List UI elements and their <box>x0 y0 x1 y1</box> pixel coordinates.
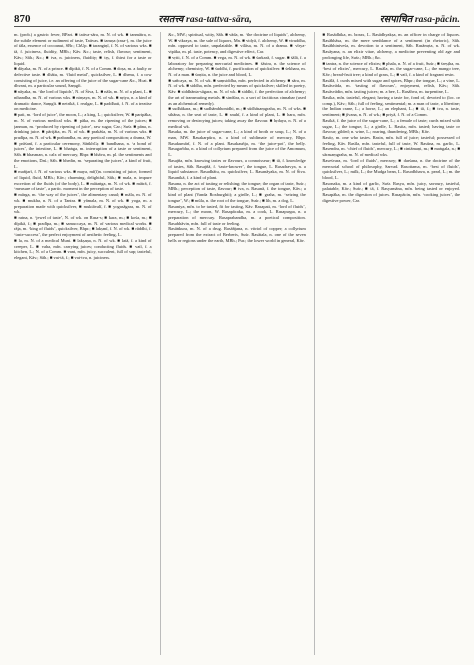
dictionary-entry-block: Rasonaka, m. a kind of garlic, Suśr. Rasya, mfn. juicy, savoury, tasteful, palatable, Kāv.; Suśr.; ■ tā, f. Rasyamāna, mfn. being tasted or enjoyed. Rasapāka, m. the digestion of juices. Rasapācin, mfn. ‘cooking juices’, the digestive power, Car. <box>322 180 461 203</box>
dictionary-entry-block: ■ Rasādhika, m. borax, L. Rasādhyakṣa, m. an officer in charge of liquors. Rasābhāsa, m. the mere semblance of a sentiment (in rhetoric), Sāh. Rasābhiniveśa, m. devotion to a sentiment, Sāh. Rasāmṛta, n. N. of wk. Rasāyana, n. an elixir vitae, alchemy, a medicine preventing old age and prolonging life, Suśr.; MBh.; &c. <box>322 32 461 60</box>
dictionary-entry-block: m. (prob.) a gastric fever, BPart. ■ tattva-sāra, m. N. of wk. ■ tanmātra, n. the subtle element or rudiment of taste, Tattvas. ■ taruṇa (rasa-), m. the juice of tāla, essence of cocoanut, SBr.; ChUp. ■ tarangiṇī, f. N. of various wks. ■ tā, f. juiciness, fluidity, MBh.; Kāv. &c.; taste, relish, flavour; sentiment, Kāv.; Sāh.; &c.; ■ tva, n. juiciness, fluidity; ■ tṛṣ, f. thirst for a taste or liquid. <box>14 32 152 66</box>
left-running-headword: रसतत्त्व rasa-tattva-sāra, <box>158 15 252 25</box>
dictionary-entry-block: Rasaniya, mfn. to be tasted, fit for tasting, Kāv. Rasapati, m. ‘lord of fluids’, mercury, L.; the moon, W. Rasapācaka, m. a cook, L. Rasapuṣpa, n. a preparation of mercury. Rasaprabandha, m. a poetical composition. Rasabhāvin, mfn. full of taste or feeling. <box>168 203 306 226</box>
dictionary-entry-block: ■ tantra, n. the science of elixirs; ■ phala, n. N. of a fruit, Suśr.; ■ śreṣṭha, m. ‘best of elixirs’, mercury, L. Rasāla, m. the sugar-cane, L.; the mango tree, Kāv.; bread-fruit tree; a kind of grass, L.; ■ vatī, f. a kind of fragrant resin. <box>322 60 461 78</box>
dictionary-entry-block: ■ la, m. N. of a medical Muni. ■ lakṣaṇa, n. N. of wk. ■ latā, f. a kind of creeper, L. ■ vaha, mfn. carrying juices; conducting fluids. ■ vatī, f. a kitchen, L.; N. of a Comm. ■ vant, mfn. juicy, succulent, full of sap; tasteful, elegant, Kāv.; Sāh.; ■ vat-tā, f.; ■ vat-tva, n. juiciness. <box>14 237 152 261</box>
dictionary-entry-block: ■ nāyaka, m. ‘the lord of liquids’, N. of Śiva, L. ■ nāla, m. N. of a plant, L. ■ nibandha, m. N. of various wks. ■ nirṇaya, m. N. of wk. ■ nṛtya, n. a kind of dramatic dance, Saṃgīt. ■ netrikā, f. realgar, L. ■ paddhati, f. N. of a treatise on medicine. <box>14 89 152 112</box>
dictionary-entry-block: Rasālā, f. curds mixed with sugar and spices, Bhpr.; the tongue, L.; a vine, L. Rasāsvāda, m. ‘tasting of flavours’, enjoyment, relish, Kāv.; Sāh. Rasāsvādin, mfn. tasting juices; m. a bee, L. Rasāhva, m. turpentine, L. <box>322 77 461 95</box>
dictionary-entry-block: ■ ratna, n. ‘jewel of taste’, N. of wk. on Rasa-s; ■ kara, m.; ■ kośa, m.; ■ dīpikā, f.; ■ pradīpa, m.; ■ samuccaya, m. N. of various medical works. ■ rāja, m. ‘king of fluids’, quicksilver, Bhpr.; ■ lakṣmī, f. N. of wk. ■ rāddhi, f. ‘taste-success’, the perfect enjoyment of aesthetic feeling, L. <box>14 215 152 238</box>
dictionary-entry-block: Rasajña, mfn. knowing tastes or flavours, a connoisseur; ■ tā, f. knowledge of tastes, Sāh. Rasajñā, f. ‘taste-knower’, the tongue, L. Rasadravya, n. a liquid substance. Rasadhātu, m. quicksilver, L. Rasanāyaka, m. N. of Śiva. Rasanikā, f. a kind of plant. <box>168 157 306 180</box>
column-2 <box>168 32 306 655</box>
column-gutter <box>314 32 315 655</box>
page-header <box>14 12 460 27</box>
dictionary-entry-block: Rasana, n. the act of tasting or relishing; the tongue; the organ of taste, Suśr.; MBh.; perception of taste, flavour; ■ tva, n. Rasanā, f. the tongue, Kāv.; a kind of plant (Vanda Roxburghii); a girdle, L.; ■ graha, m. ‘seizing the tongue’, W.; ■ mūla, n. the root of the tongue, Suśr.; ■ lih, m. a dog, L. <box>168 180 306 203</box>
column-1 <box>14 32 152 655</box>
text-columns <box>14 32 460 655</box>
dictionary-entry-block: ■ mañjarī, f. N. of various wks. ■ maya, mf(ī)n. consisting of juice, formed of liquid, fluid, MBh.; Kāv.; charming, delightful, Sāh.; ■ mala, n. impure excretion of the fluids (of the body), L. ■ mātaṅga, m. N. of wk. ■ mātrā, f. ‘measure of taste’, a partic. moment in the perception of taste. <box>14 169 152 192</box>
dictionary-entry-block: ■ vṛtti, f. N. of a Comm. ■ vega, m. N. of wk. ■ śarkarā, f. sugar. ■ śālā, f. a laboratory for preparing mercurial medicines. ■ śāstra, n. the science of alchemy; chemistry, W. ■ śuddhi, f. purification of quicksilver. ■ śekhara, m. N. of a man. ■ śoṇita, n. the juice and blood, L. <box>168 54 306 78</box>
dictionary-entry-block: Raseśvara, m. ‘lord of fluids’, mercury; ■ darśana, n. the doctrine of the mercurial school of philosophy, Sarvad. Rasottama, m. ‘best of fluids’, quicksilver, L.; milk, L.; the Mudga bean, L. Rasodbhava, n. pearl, L.; m. the blood, L. <box>322 157 461 180</box>
dictionary-entry-block: ■ sudhākara, m.; ■ sudhāmbhonidhi, m.; ■ sūdhāsaṃgraha, m. N. of wks. ■ sthāna, n. the seat of taste, L. ■ snuhī, f. a kind of plant, L. ■ hara, mfn. removing or destroying juices; taking away the flavour. ■ hṛdaya, n. N. of a medical wk. <box>168 106 306 129</box>
dictionary-entry-block: ■ prāśanī, f. a particular ceremony, SāṅkhGṛ. ■ bandhana, n. ‘a bond of juices’, the intestine, L. ■ bhaṅga, m. interruption of a taste or sentiment, Sāh. ■ bhasman, n. calx of mercury, Bhpr. ■ bhāva, m. pl. the sentiments and the emotions, Daś.; Sāh. ■ bhedin, m. ‘separating the juices’, a kind of fruit, L. <box>14 140 152 169</box>
column-gutter <box>160 32 161 655</box>
dictionary-entry-block: Rasāṅkura, m. N. of a drug. Rasāñjana, n. vitriol of copper; a collyrium prepared from the extract of Berberis, Suśr. Rasātala, n. one of the seven hells or regions under the earth, MBh.; Pur.; the lower world in general, Kāv. <box>168 226 306 243</box>
dictionary-entry-block: ■ pati, m. ‘lord of juice’, the moon, L.; a king, L.; quicksilver, W. ■ paripāka, m. N. of various medical wks. ■ pāka, m. the ripening of the juices; ■ janman, m. ‘produced by ripening of juice’, raw sugar, Car.; Suśr. ■ pāna, n. drinking juice. ■ pārijāta, m. N. of wk. ■ prakāśa, m. N. of various wks. ■ pradīpa, m. N. of wk. ■ prabandha, m. any poetical composition; a drama, W. <box>14 112 152 140</box>
dictionary-entry-block: &c., MW.; spiritual, witty, Sāh. ■ vāda, m. ‘the doctrine of liquids’, alchemy, W. ■ vikraya, m. the sale of liquors, Mn. ■ vidyā, f. alchemy, W. ■ viruddha, mfn. opposed to taste, unpalatable. ■ vilāsa, m. N. of a drama. ■ vīrya-vipāka, m. pl. taste, potency, and digestive effect, Car. <box>168 32 306 55</box>
dictionary-entry-block: ■ sañcaya, m. N. of wk. ■ saṃsiddha, mfn. perfected in alchemy. ■ sāra, m. N. of wk. ■ siddha, mfn. perfected by means of quicksilver; skilled in poetry, Kāv. ■ siddhānta-sāgara, m. N. of wk. ■ siddhi, f. the perfection of alchemy; the art of transmuting metals. ■ sindūra, n. a sort of factitious cinnabar (used as an alchemical remedy). <box>168 77 306 106</box>
page-number: 870 <box>14 13 31 25</box>
dictionary-entry-block: ■ dāyaka, m. N. of a prince. ■ dīpikā, f. N. of a Comm. ■ doṣa, m. a faulty or defective taste. ■ dhātu, m. ‘fluid metal’, quicksilver, L. ■ dhenu, f. a cow consisting of juice, i.e. an offering of the juice of the sugar-cane &c., Hcat. ■ dhvani, m. a particular sound, Saṃgīt. <box>14 66 152 89</box>
column-3 <box>322 32 460 655</box>
dictionary-entry-block: ■ mārga, m. ‘the way of the juices’, the alimentary canal; ■ māla, m. N. of wk. ■ mukha, n. N. of a Tantra. ■ yāmala, m. N. of wk. ■ yoga, m. a preparation made with quicksilver, ■ muktāvalī, f. ■ yogasāgara, m. N. of wk. <box>14 192 152 215</box>
dictionary-entry-block: Rasitṛ, m. one who tastes. Rasin, mfn. full of juice; tasteful; possessed of feeling, Kāv. Rasīla, mfn. tasteful, full of taste, W. Rasūna, m. garlic, L. Rasendra, m. ‘chief of fluids’, mercury, L.; ■ cintāmaṇi, m.; ■ maṅgala, n.; ■ sārasaṃgraha, m. N. of medical wks. <box>322 134 461 158</box>
dictionary-entry-block: Rasika, mfn. tasteful, elegant; having a taste for, fond of, devoted to (loc. or comp.), Kāv.; Sāh.; full of feeling, sentimental; m. a man of taste, a libertine; the Indian crane, L.; a horse, L.; an elephant, L.; ■ tā, f.; ■ tva, n. taste, sentiment; ■ jīvana, n. N. of wk.; ■ priyā, f. N. of a Comm. <box>322 94 461 118</box>
right-running-headword: रसपाचित rasa-pācin. <box>379 15 460 25</box>
dictionary-entry-block: Rasikā, f. the juice of the sugar-cane, L.; a female of taste; curds mixed with sugar, L.; the tongue, L.; a girdle, L. Rasita, mfn. tasted; having taste or flavour; gilded; n. wine, L.; roaring, thundering, MBh.; Kāv. <box>322 117 461 135</box>
dictionary-entry-block: Rasaka, m. the juice of sugar-cane, L.; a kind of broth or soup, L.; N. of a man, MW. Rasakarpūra, n. a kind of sublimate of mercury, Bhpr. Rasakumārī, f. N. of a plant. Rasakauñja, m. ‘the juice-pot’, the belly. Rasagarbha, n. a kind of collyrium prepared from the juice of the Amomum, L. <box>168 129 306 158</box>
